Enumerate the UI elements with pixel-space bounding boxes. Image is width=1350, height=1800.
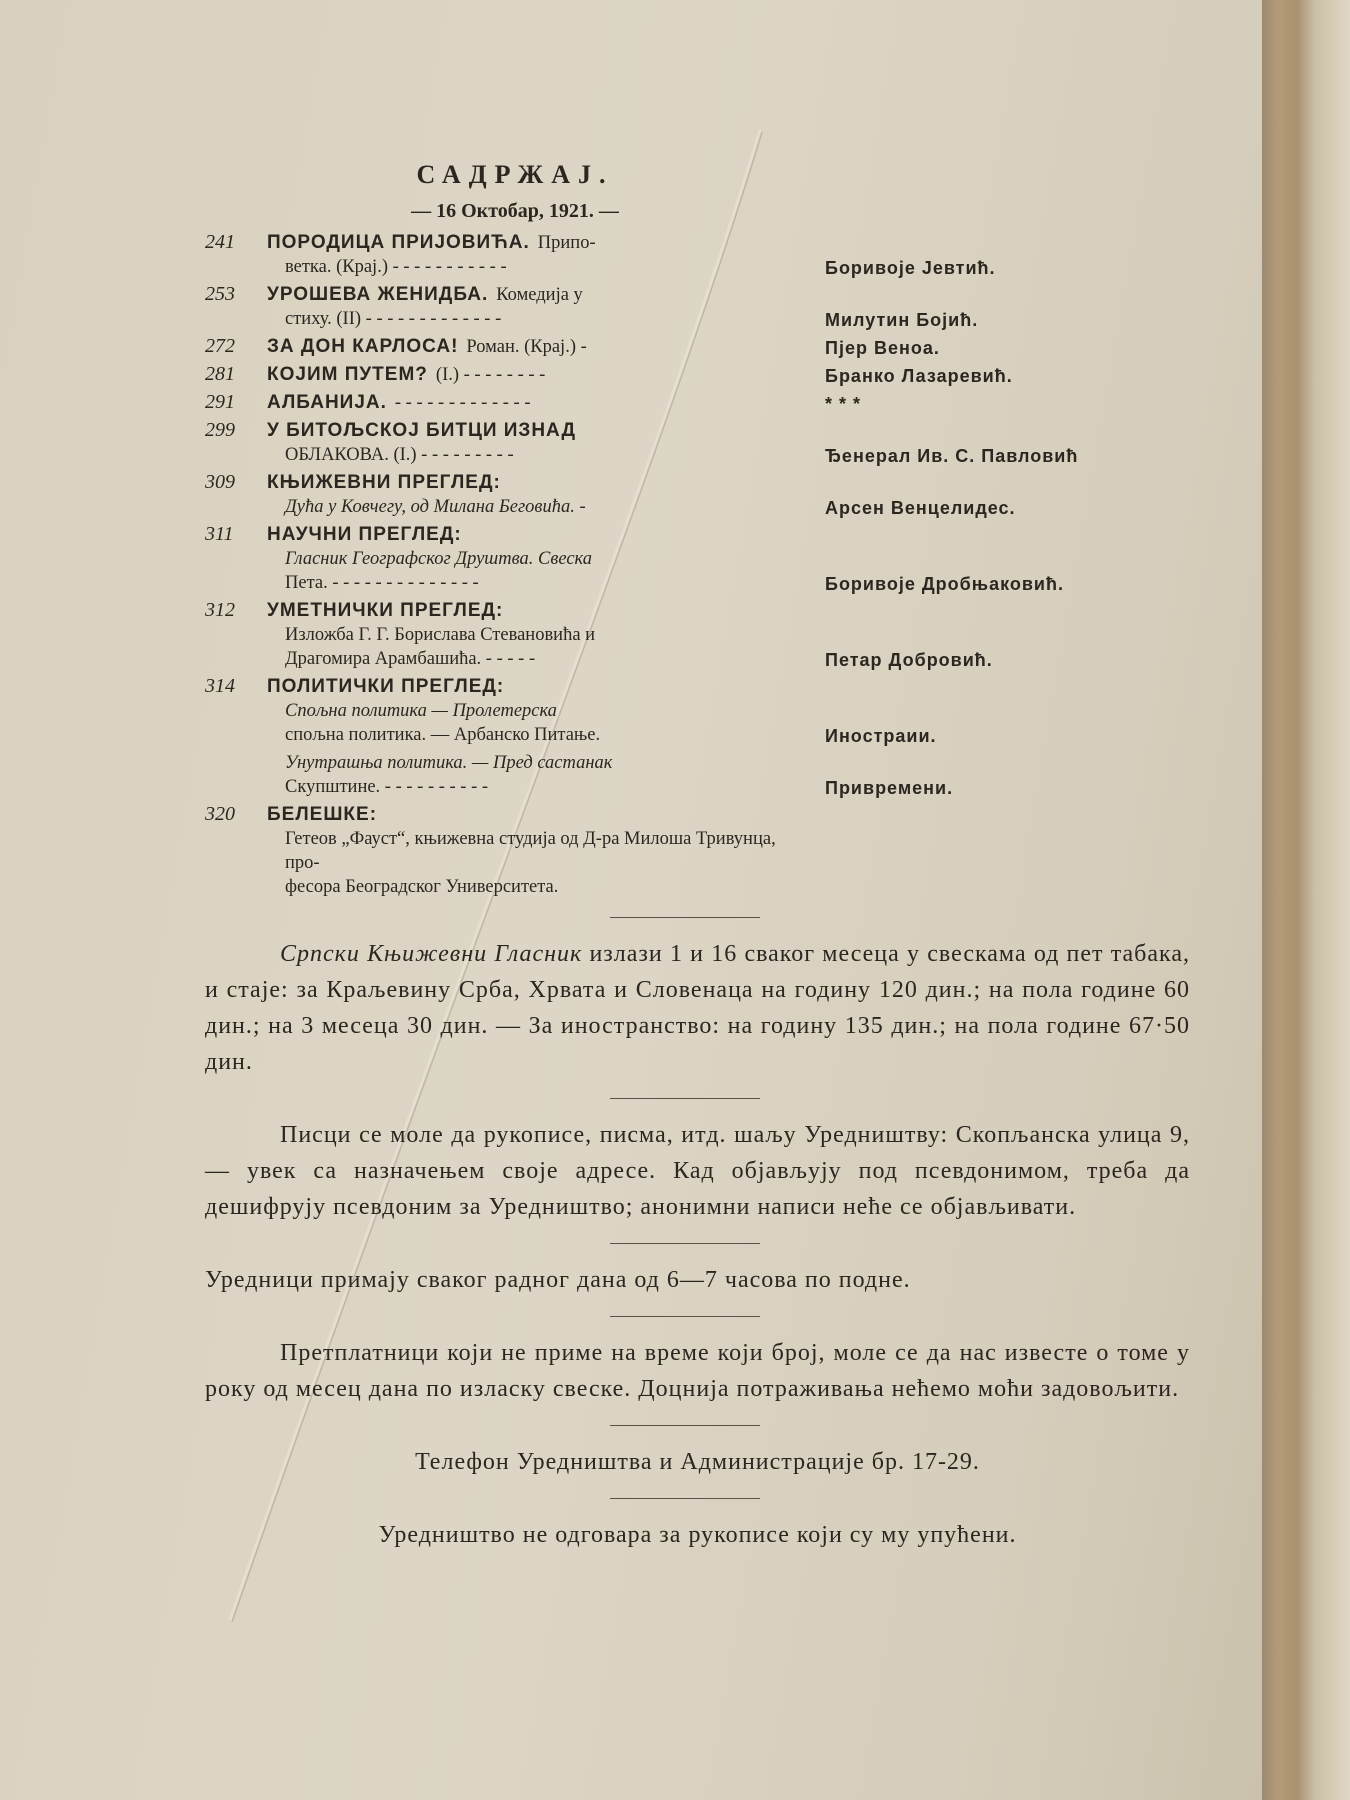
toc-entry xyxy=(205,231,1190,279)
toc-entry xyxy=(205,419,1190,467)
contents-heading: САДРЖАЈ. xyxy=(416,160,614,189)
phone-line: Телефон Уредништва и Администрације бр. 17-29. xyxy=(415,1449,980,1475)
entry-detail: Скупштине. - - - - - - - - - - xyxy=(285,777,489,797)
entry-title: УРОШЕВА ЖЕНИДБА. xyxy=(267,284,489,305)
entry-author: Петар Добровић. xyxy=(825,650,993,670)
page-number: 311 xyxy=(205,523,234,545)
page-number: 309 xyxy=(205,471,235,493)
toc-entry xyxy=(205,283,1190,331)
entry-title: У БИТОЉСКОЈ БИТЦИ ИЗНАД xyxy=(267,420,577,441)
toc-entry xyxy=(205,599,1190,671)
subscription-paragraph: Српски Књижевни Гласник излази 1 и 16 сваког месеца у свескама од пет табака, и стаје: за Краљевину Срба, Хрвата и Словенаца на годину 120 дин.; на пола године 60 дин.; на 3 месеца 30 дин. — За иностранство: на годину 135 дин.; на пола године 67·50 дин. xyxy=(205,941,1190,1075)
entry-subtitle: Комедија у xyxy=(496,285,583,305)
divider xyxy=(610,1098,760,1099)
entry-author: * * * xyxy=(825,394,862,414)
entry-author: Бранко Лазаревић. xyxy=(825,366,1013,386)
issue-date: — 16 Октобар, 1921. — xyxy=(411,200,619,222)
entry-author: Привремени. xyxy=(825,778,954,798)
entry-author: Арсен Венцелидес. xyxy=(825,498,1016,518)
divider xyxy=(610,1243,760,1244)
manuscripts-paragraph: Писци се моле да рукописе, писма, итд. шаљу Уредништву: Скопљанска улица 9, — увек са назначењем своје адресе. Кад објављују под псевдонимом, треба да дешифрују псевдоним за Уредништво; анонимни написи неће се објављивати. xyxy=(205,1122,1190,1220)
entry-author: Пјер Веноа. xyxy=(825,338,940,358)
page-number: 241 xyxy=(205,231,235,253)
page-number: 291 xyxy=(205,391,235,413)
entry-detail: Дућа у Ковчегу, од Милана Беговића. - xyxy=(285,497,586,517)
toc-entry xyxy=(205,523,1190,595)
disclaimer-line: Уредништво не одговара за рукописе који су му упућени. xyxy=(378,1522,1017,1548)
page-number: 253 xyxy=(205,283,235,305)
table-of-contents xyxy=(205,231,1190,899)
page-number: 281 xyxy=(205,363,235,385)
entry-author: Иностраии. xyxy=(825,726,937,746)
toc-entry xyxy=(205,335,1190,359)
divider xyxy=(610,1425,760,1426)
entry-subtitle: - - - - - - - - - - - - - xyxy=(394,393,531,413)
entry-title: НАУЧНИ ПРЕГЛЕД: xyxy=(267,524,462,545)
entry-title: ЗА ДОН КАРЛОСА! xyxy=(267,336,459,357)
entry-detail: Гетеов „Фауст“, књижевна студија од Д-ра Милоша Тривунца, про- xyxy=(285,829,776,873)
entry-author: Боривоје Дробњаковић. xyxy=(825,574,1064,594)
entry-subtitle: Роман. (Крај.) - xyxy=(466,337,587,357)
entry-title: ПОЛИТИЧКИ ПРЕГЛЕД: xyxy=(267,676,505,697)
entry-title: ПОРОДИЦА ПРИЈОВИЋА. xyxy=(267,232,530,253)
toc-entry xyxy=(205,675,1190,747)
entry-detail: Драгомира Арамбашића. - - - - - xyxy=(285,649,536,669)
entry-detail: ОБЛАКОВА. (I.) - - - - - - - - - xyxy=(285,445,514,465)
entry-title: УМЕТНИЧКИ ПРЕГЛЕД: xyxy=(267,600,504,621)
editors-hours: Уредници примају сваког радног дана од 6—7 часова по подне. xyxy=(205,1267,911,1293)
page-number: 314 xyxy=(205,675,235,697)
entry-detail: Гласник Географског Друштва. Свеска xyxy=(285,549,593,569)
toc-entry xyxy=(205,363,1190,387)
entry-title: КЊИЖЕВНИ ПРЕГЛЕД: xyxy=(267,472,501,493)
book-binding-edge xyxy=(1262,0,1350,1800)
page-number: 272 xyxy=(205,335,235,357)
toc-entry xyxy=(205,751,1190,799)
entry-detail: Спољна политика — Пролетерска xyxy=(285,701,557,721)
journal-name: Српски Књижевни Гласник xyxy=(280,941,583,967)
toc-entry xyxy=(205,391,1190,415)
entry-author: Ђенерал Ив. С. Павловић xyxy=(825,446,1079,466)
entry-detail: Изложба Г. Г. Борислава Стевановића и xyxy=(285,625,596,645)
toc-entry xyxy=(205,471,1190,519)
entry-title: АЛБАНИЈА. xyxy=(267,392,387,413)
entry-detail: спољна политика. — Арбанско Питање. xyxy=(285,725,601,745)
divider xyxy=(610,1498,760,1499)
document-content xyxy=(205,160,1190,1553)
entry-subtitle: Припо- xyxy=(537,233,596,253)
page-number: 299 xyxy=(205,419,235,441)
entry-title: КОЈИМ ПУТЕМ? xyxy=(267,364,428,385)
entry-detail: фесора Београдског Университета. xyxy=(285,877,559,897)
entry-author: Милутин Бојић. xyxy=(825,310,979,330)
entry-detail: Пета. - - - - - - - - - - - - - - xyxy=(285,573,479,593)
entry-title: БЕЛЕШКЕ: xyxy=(267,804,378,825)
divider xyxy=(610,917,760,918)
entry-author: Боривоје Јевтић. xyxy=(825,258,996,278)
entry-subtitle: (I.) - - - - - - - - xyxy=(435,365,546,385)
subscribers-paragraph: Претплатници који не приме на време који број, моле се да нас известе о томе у року од месец дана по изласку свеске. Доцнија потраживања нећемо моћи задовољити. xyxy=(205,1340,1190,1402)
page-number: 320 xyxy=(205,803,235,825)
page-number: 312 xyxy=(205,599,235,621)
entry-detail: ветка. (Крај.) - - - - - - - - - - - xyxy=(285,257,507,277)
divider xyxy=(610,1316,760,1317)
toc-entry xyxy=(205,803,1190,899)
entry-detail: Унутрашња политика. — Пред састанак xyxy=(285,753,613,773)
entry-detail: стиху. (II) - - - - - - - - - - - - - xyxy=(285,309,502,329)
